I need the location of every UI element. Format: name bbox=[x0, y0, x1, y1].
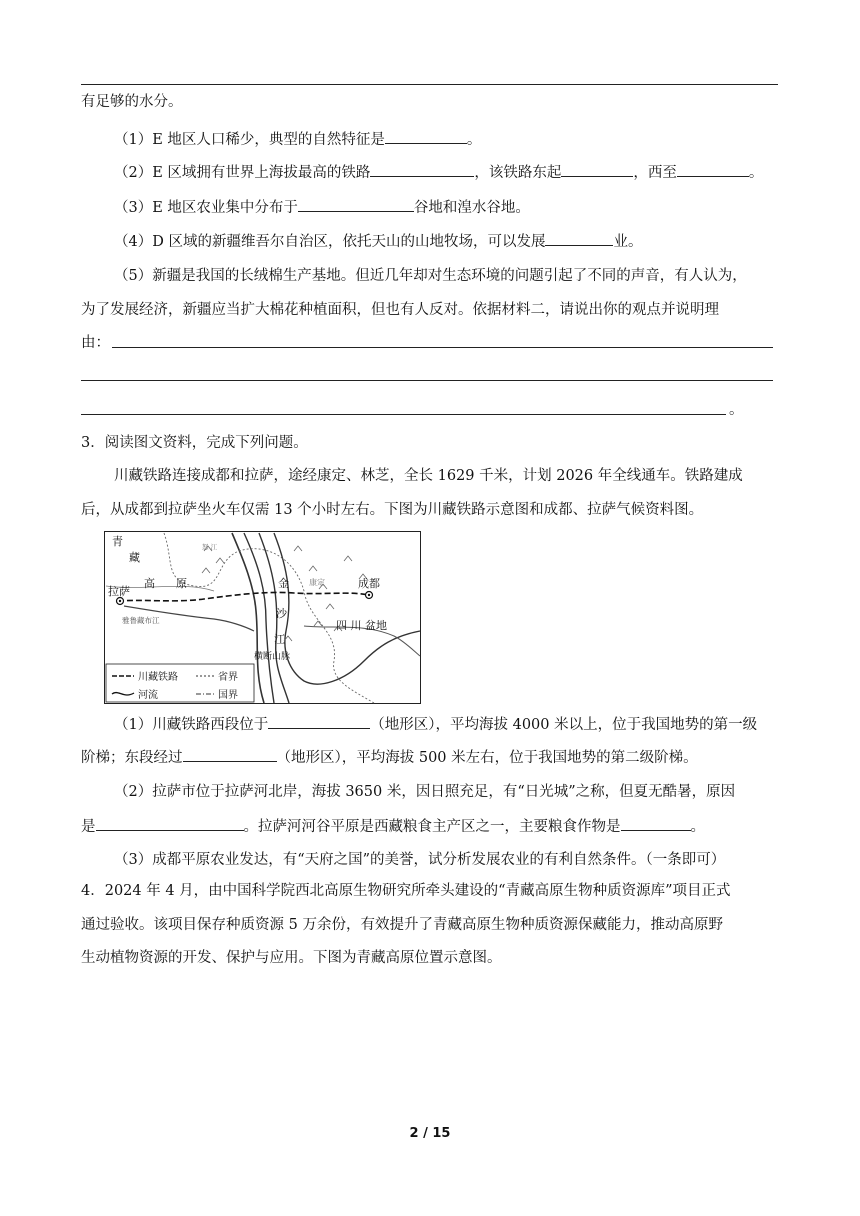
q2-sub2-text: （2）E 区域拥有世界上海拔最高的铁路 bbox=[114, 165, 371, 181]
q2-sub1 bbox=[114, 129, 481, 150]
q3-title: 3．阅读图文资料，完成下列问题。 bbox=[81, 435, 308, 451]
answer-blank[interactable] bbox=[298, 197, 414, 212]
q2-sub3 bbox=[114, 197, 530, 218]
q3-sub3: （3）成都平原农业发达，有“天府之国”的美誉，试分析发展农业的有利自然条件。（一条即可） bbox=[114, 852, 726, 868]
q3-para-line2: 后，从成都到拉萨坐火车仅需 13 个小时左右。下图为川藏铁路示意图和成都、拉萨气候资料图。 bbox=[81, 502, 704, 518]
answer-blank[interactable] bbox=[561, 162, 633, 177]
q3-sub2-cont bbox=[81, 816, 705, 837]
header-rule bbox=[81, 84, 778, 85]
map-label: 成都 bbox=[358, 577, 380, 590]
q2-sub1-text: （1）E 地区人口稀少，典型的自然特征是 bbox=[114, 132, 385, 148]
map-label: 藏 bbox=[129, 551, 140, 564]
map-label: 康定 bbox=[309, 578, 325, 587]
q2-sub5-end: 。 bbox=[729, 402, 744, 418]
q2-sub4 bbox=[114, 231, 642, 252]
chengdu-city-dot bbox=[368, 594, 370, 596]
q3-sub2: （2）拉萨市位于拉萨河北岸，海拔 3650 米，因日照充足，有“日光城”之称，但夏无酷暑，原因 bbox=[114, 784, 736, 800]
q2-sub5-line3: 由： bbox=[81, 335, 110, 351]
answer-blank[interactable] bbox=[545, 231, 613, 246]
lhasa-city-dot bbox=[119, 600, 121, 602]
q3-sub1-text: （1）川藏铁路西段位于 bbox=[114, 717, 269, 733]
map-label: 青 bbox=[112, 535, 123, 548]
q3-sub1-cont-text-b: （地形区），平均海拔 500 米左右，位于我国地势的第二级阶梯。 bbox=[276, 750, 698, 766]
map-label: 怒 江 bbox=[202, 543, 218, 551]
map-label: 金 bbox=[278, 577, 289, 590]
q2-sub5-line2: 为了发展经济，新疆应当扩大棉花种植面积，但也有人反对。依据材料二，请说出你的观点并说明理 bbox=[81, 302, 719, 318]
map-label: 雅鲁藏布江 bbox=[122, 616, 160, 625]
answer-blank[interactable] bbox=[385, 129, 467, 144]
map-label: 高 bbox=[144, 577, 155, 590]
map-label: 拉萨 bbox=[108, 585, 130, 598]
map-label: 原 bbox=[176, 577, 187, 590]
q2-sub3-text: （3）E 地区农业集中分布于 bbox=[114, 200, 298, 216]
map-legend bbox=[106, 664, 254, 702]
legend-national-label: 国界 bbox=[218, 690, 238, 701]
legend-province-label: 省界 bbox=[218, 672, 238, 683]
q3-sub2-cont-text: 是 bbox=[81, 819, 96, 835]
q3-para-line1: 川藏铁路连接成都和拉萨，途经康定、林芝，全长 1629 千米，计划 2026 年全线通车。铁路建成 bbox=[114, 468, 743, 484]
q2-sub1-end: 。 bbox=[466, 132, 482, 148]
map-label: 江 bbox=[274, 633, 285, 646]
answer-line[interactable] bbox=[81, 414, 726, 415]
q3-sub2-cont-text-b: 。拉萨河河谷平原是西藏粮食主产区之一，主要粮食作物是 bbox=[243, 819, 621, 835]
legend-railway-label: 川藏铁路 bbox=[138, 672, 178, 683]
q3-sub2-cont-end: 。 bbox=[690, 819, 705, 835]
q4-line2: 通过验收。该项目保存种质资源 5 万余份，有效提升了青藏高原生物种质资源保藏能力，推动高原野 bbox=[81, 917, 723, 933]
answer-blank[interactable] bbox=[677, 162, 749, 177]
map-label: 沙 bbox=[276, 607, 287, 620]
answer-blank[interactable] bbox=[183, 747, 277, 762]
q2-sub4-end: 业。 bbox=[613, 234, 643, 250]
q3-sub1-text-b: （地形区），平均海拔 4000 米以上，位于我国地势的第一级 bbox=[370, 717, 758, 733]
answer-blank[interactable] bbox=[96, 816, 244, 831]
q2-sub3-text-b: 谷地和湟水谷地。 bbox=[413, 200, 530, 216]
q2-sub2-end: 。 bbox=[748, 165, 764, 181]
answer-blank[interactable] bbox=[268, 714, 370, 729]
q2-sub2-text-c: ，西至 bbox=[633, 165, 677, 181]
q2-sub5-line1: （5）新疆是我国的长绒棉生产基地。但近几年却对生态环境的问题引起了不同的声音，有人认为， bbox=[114, 268, 747, 284]
intro-tail: 有足够的水分。 bbox=[81, 94, 183, 110]
q3-sub1-cont-text: 阶梯；东段经过 bbox=[81, 750, 183, 766]
sichuan-tibet-railway-map bbox=[104, 531, 421, 704]
answer-line[interactable] bbox=[81, 380, 773, 381]
q4-line1: 4．2024 年 4 月，由中国科学院西北高原生物研究所牵头建设的“青藏高原生物种质资源库”项目正式 bbox=[81, 883, 731, 899]
map-label: 四 川 盆地 bbox=[336, 619, 387, 632]
legend-river-label: 河流 bbox=[138, 690, 158, 701]
page-number: 2 / 15 bbox=[409, 1126, 451, 1141]
q4-line3: 生动植物资源的开发、保护与应用。下图为青藏高原位置示意图。 bbox=[81, 950, 502, 966]
map-label: 横断山脉 bbox=[254, 652, 291, 662]
answer-blank[interactable] bbox=[370, 162, 474, 177]
answer-blank[interactable] bbox=[621, 816, 691, 831]
q3-sub1 bbox=[114, 714, 757, 735]
q2-sub2 bbox=[114, 162, 763, 183]
q2-sub4-text: （4）D 区域的新疆维吾尔自治区，依托天山的山地牧场，可以发展 bbox=[114, 234, 546, 250]
answer-line[interactable] bbox=[112, 347, 773, 348]
q3-sub1-cont bbox=[81, 747, 698, 768]
q2-sub2-text-b: ，该铁路东起 bbox=[474, 165, 562, 181]
